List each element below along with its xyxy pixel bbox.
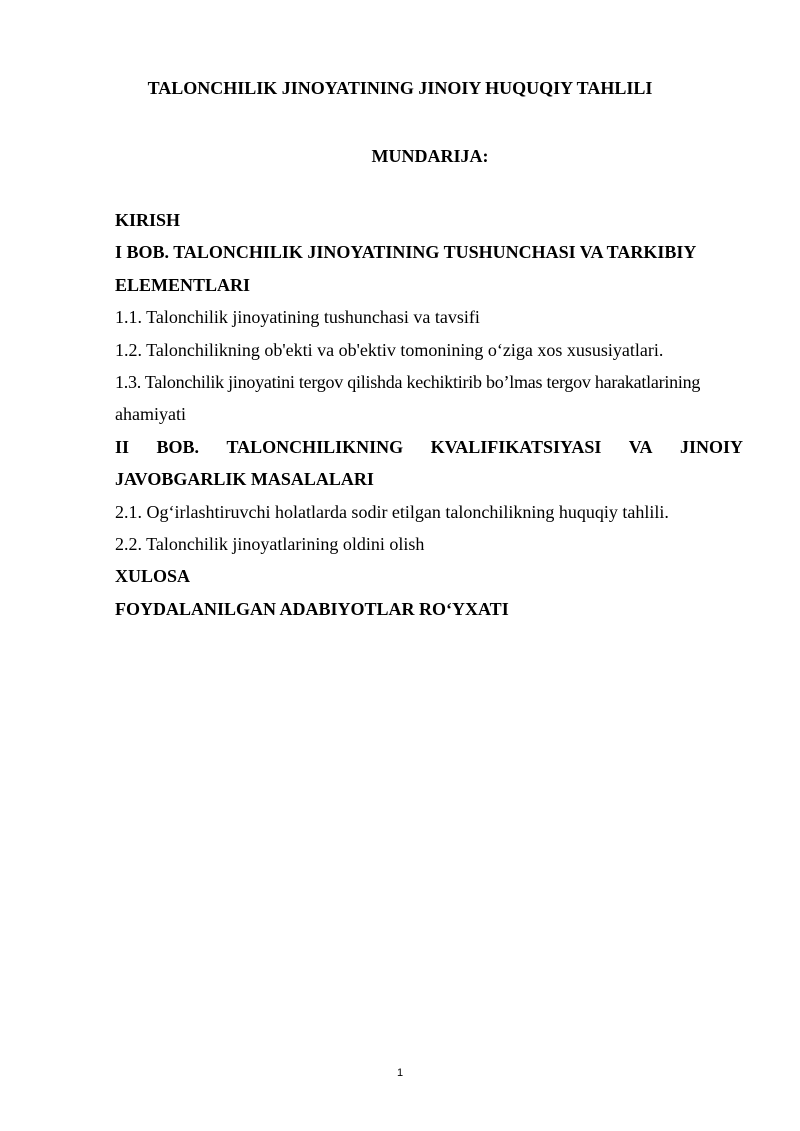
page-number: 1 [396,1067,404,1079]
toc-entry-references: FOYDALANILGAN ADABIYOTLAR RO‘YXATI [115,598,509,619]
toc-entry-conclusion: XULOSA [115,566,191,587]
toc-heading: MUNDARIJA: [371,146,489,166]
chapter1-title-line1: I BOB. TALONCHILIK JINOYATINING TUSHUNCHASI VA TARKIBIY [115,242,697,263]
table-of-contents [115,204,743,625]
chapter2-word: JINOIY [679,436,743,457]
toc-entry-section-1-1: 1.1. Talonchilik jinoyatining tushunchasi va tavsifi [115,307,480,328]
chapter1-title-line2: ELEMENTLARI [115,274,251,295]
toc-entry-intro: KIRISH [115,210,181,230]
toc-entry-section-1-2: 1.2. Talonchilikning ob'ekti va ob'ektiv tomonining o‘ziga xos xususiyatlari. [115,339,664,360]
chapter2-title-line2: JAVOBGARLIK MASALALARI [115,469,374,490]
toc-entry-section-2-2: 2.2. Talonchilik jinoyatlarining oldini olish [115,534,425,555]
chapter2-word: KVALIFIKATSIYASI [430,436,602,457]
chapter2-word: VA [628,436,653,457]
toc-entry-chapter1-title [115,236,743,268]
toc-entry-chapter2-title [115,431,743,463]
chapter2-word: BOB. [156,436,199,457]
chapter2-word: TALONCHILIKNING [226,436,404,457]
chapter2-word: II [115,436,130,457]
toc-entry-section-2-1: 2.1. Og‘irlashtiruvchi holatlarda sodir etilgan talonchilikning huquqiy tahlili. [115,501,669,522]
document-title: TALONCHILIK JINOYATINING JINOIY HUQUQIY TAHLILI [147,78,653,98]
toc-entry-section-1-3: 1.3. Talonchilik jinoyatini tergov qilishda kechiktirib bo’lmas tergov harakatlarining [115,372,701,393]
toc-entry-section-1-3-continued: ahamiyati [115,404,186,425]
